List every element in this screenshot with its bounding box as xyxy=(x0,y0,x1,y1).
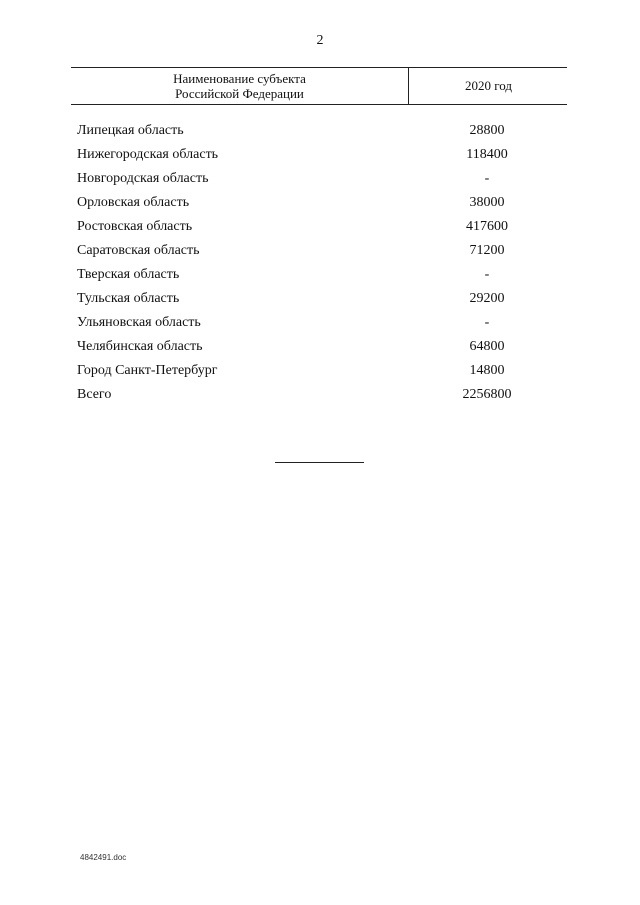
table-row xyxy=(77,119,557,143)
table-row xyxy=(77,335,557,359)
table-header-row xyxy=(71,67,567,105)
header-region-name-line1: Наименование субъекта xyxy=(173,71,306,86)
page-number: 2 xyxy=(316,33,324,48)
row-value: 71200 xyxy=(469,243,505,258)
row-region-name: Ульяновская область xyxy=(77,315,201,330)
data-table-header xyxy=(71,67,567,105)
row-region-name: Тверская область xyxy=(77,267,180,282)
header-year: 2020 год xyxy=(465,78,512,93)
table-row xyxy=(77,359,557,383)
row-value: 14800 xyxy=(469,363,505,378)
row-value: - xyxy=(484,171,490,186)
row-region-name: Саратовская область xyxy=(77,243,200,258)
table-row xyxy=(77,191,557,215)
row-value: 417600 xyxy=(466,219,508,234)
row-value: 28800 xyxy=(469,123,505,138)
header-region-name xyxy=(71,68,409,104)
row-value: 64800 xyxy=(469,339,505,354)
table-body xyxy=(77,119,557,407)
document-file-reference: 4842491.doc xyxy=(80,853,127,862)
row-value: 29200 xyxy=(469,291,505,306)
row-region-name: Орловская область xyxy=(77,195,190,210)
total-label: Всего xyxy=(77,387,112,402)
row-region-name: Нижегородская область xyxy=(77,147,219,162)
table-row xyxy=(77,263,557,287)
table-row-total xyxy=(77,383,557,407)
table-row xyxy=(77,311,557,335)
row-region-name: Челябинская область xyxy=(77,339,203,354)
row-region-name: Липецкая область xyxy=(77,123,184,138)
table-row xyxy=(77,239,557,263)
row-value: 118400 xyxy=(466,147,508,162)
row-region-name: Новгородская область xyxy=(77,171,209,186)
table-row xyxy=(77,287,557,311)
row-value: - xyxy=(484,315,490,330)
end-of-table-rule xyxy=(275,462,364,463)
table-row xyxy=(77,143,557,167)
total-value: 2256800 xyxy=(462,387,512,402)
row-value: 38000 xyxy=(469,195,505,210)
table-row xyxy=(77,167,557,191)
table-row xyxy=(77,215,557,239)
row-region-name: Тульская область xyxy=(77,291,180,306)
row-region-name: Город Санкт-Петербург xyxy=(77,363,218,378)
row-value: - xyxy=(484,267,490,282)
header-region-name-line2: Российской Федерации xyxy=(175,86,304,101)
row-region-name: Ростовская область xyxy=(77,219,193,234)
